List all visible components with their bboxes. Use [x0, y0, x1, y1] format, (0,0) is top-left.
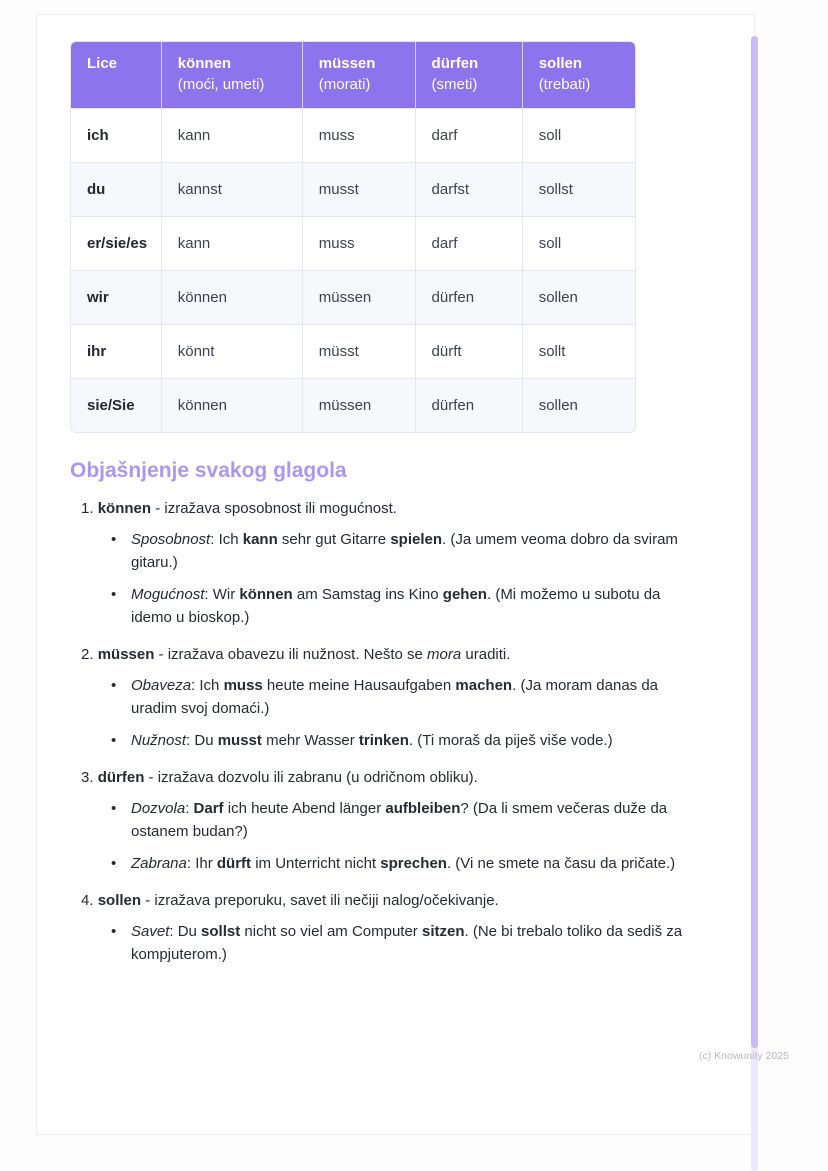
table-row: [71, 271, 635, 325]
text-segment: aufbleiben: [385, 800, 461, 817]
text-segment: Nužnost: [131, 732, 187, 749]
text-segment: sprechen: [380, 855, 447, 872]
pronoun-cell: ihr: [71, 325, 161, 379]
text-segment: Obaveza: [131, 677, 192, 694]
text-segment: muss: [223, 677, 263, 694]
bullet-text: [131, 797, 694, 843]
bullet-text: [131, 528, 694, 574]
pronoun-cell: ich: [71, 109, 161, 163]
header-label: können: [177, 55, 232, 72]
copyright-text: (c) Knowunity 2025: [699, 1050, 789, 1062]
text-segment: können: [239, 586, 293, 603]
list-item-intro: [70, 889, 694, 912]
bullet-item: [70, 920, 694, 966]
verb-form-cell: soll: [522, 217, 635, 271]
text-segment: sehr gut Gitarre: [277, 531, 391, 548]
bullet-item: [70, 852, 694, 875]
text-segment: dürfen: [97, 769, 145, 786]
bullet-text: [131, 852, 694, 875]
verb-form-cell: musst: [302, 163, 415, 217]
pronoun-cell: wir: [71, 271, 161, 325]
text-segment: sollst: [201, 923, 241, 940]
text-segment: :: [185, 800, 194, 817]
table-row: [71, 379, 635, 433]
text-segment: sollen: [97, 892, 142, 909]
scrollbar-track[interactable]: [751, 36, 758, 1171]
text-segment: : Ich: [191, 677, 224, 694]
bullet-text: [131, 674, 694, 720]
text-segment: : Du: [186, 732, 218, 749]
text-segment: musst: [217, 732, 262, 749]
section-heading: Objašnjenje svakog glagola: [70, 459, 347, 482]
list-item-intro: [70, 766, 694, 789]
text-segment: : Ich: [210, 531, 243, 548]
bullet-item: [70, 729, 694, 752]
text-segment: : Du: [169, 923, 202, 940]
explanations-list: [70, 497, 694, 966]
verb-form-cell: dürft: [415, 325, 522, 379]
text-segment: mora: [427, 646, 462, 663]
text-segment: 4.: [81, 892, 98, 909]
verb-form-cell: müsst: [302, 325, 415, 379]
text-segment: . (Vi ne smete na času da pričate.): [446, 855, 676, 872]
text-segment: 1.: [81, 500, 98, 517]
bullet-marker: •: [111, 677, 117, 694]
bullet-text: [131, 583, 694, 629]
list-item: [70, 643, 694, 752]
bullet-marker: •: [111, 800, 117, 817]
bullet-marker: •: [111, 732, 117, 749]
bullet-text: [131, 729, 694, 752]
text-segment: . (Ne bi trebalo toliko da sediš za kompjuterom.): [131, 923, 683, 963]
verb-form-cell: müssen: [302, 271, 415, 325]
text-segment: uraditi.: [461, 646, 511, 663]
text-segment: ich heute Abend länger: [223, 800, 386, 817]
header-label: sollen: [538, 55, 583, 72]
table-header-cell: [302, 42, 415, 109]
text-segment: ? (Da li smem večeras duže da ostanem budan?): [131, 800, 668, 840]
text-segment: im Unterricht nicht: [251, 855, 381, 872]
verb-form-cell: dürfen: [415, 271, 522, 325]
header-sublabel: (moći, umeti): [177, 76, 265, 93]
header-label: müssen: [318, 55, 376, 72]
bullet-text: [131, 920, 694, 966]
text-segment: . (Mi možemo u subotu da idemo u bioskop.): [131, 586, 661, 626]
text-segment: 3.: [81, 769, 98, 786]
verb-form-cell: kannst: [161, 163, 302, 217]
verb-form-cell: darf: [415, 109, 522, 163]
text-segment: dürft: [216, 855, 252, 872]
text-segment: : Wir: [204, 586, 240, 603]
table-body: [71, 109, 635, 433]
verb-form-cell: können: [161, 271, 302, 325]
table-row: [71, 325, 635, 379]
text-segment: sitzen: [421, 923, 465, 940]
text-segment: - izražava sposobnost ili mogućnost.: [151, 500, 397, 517]
bullet-item: [70, 528, 694, 574]
bullet-item: [70, 674, 694, 720]
list-item: [70, 889, 694, 966]
table-row: [71, 163, 635, 217]
text-segment: gehen: [442, 586, 487, 603]
verb-form-cell: könnt: [161, 325, 302, 379]
table-header-cell: [522, 42, 635, 109]
text-segment: Savet: [131, 923, 170, 940]
verb-form-cell: muss: [302, 109, 415, 163]
verb-form-cell: sollen: [522, 379, 635, 433]
verb-form-cell: kann: [161, 109, 302, 163]
table-header-cell: [71, 42, 161, 109]
conjugation-table-grid: [71, 42, 635, 432]
verb-form-cell: darfst: [415, 163, 522, 217]
text-segment: heute meine Hausaufgaben: [262, 677, 456, 694]
pronoun-cell: du: [71, 163, 161, 217]
header-sublabel: (smeti): [431, 76, 478, 93]
pronoun-cell: sie/Sie: [71, 379, 161, 433]
list-item-intro: [70, 497, 694, 520]
text-segment: : Ihr: [186, 855, 217, 872]
bullet-marker: •: [111, 531, 117, 548]
text-segment: 2.: [81, 646, 98, 663]
text-segment: müssen: [97, 646, 155, 663]
text-segment: trinken: [358, 732, 409, 749]
bullet-marker: •: [111, 923, 117, 940]
table-header-cell: [415, 42, 522, 109]
list-item: [70, 497, 694, 629]
table-head: [71, 42, 635, 109]
text-segment: können: [97, 500, 152, 517]
text-segment: . (Ja umem veoma dobro da sviram gitaru.): [131, 531, 678, 571]
header-sublabel: (morati): [318, 76, 371, 93]
verb-form-cell: kann: [161, 217, 302, 271]
text-segment: - izražava preporuku, savet ili nečiji nalog/očekivanje.: [141, 892, 499, 909]
text-segment: Mogućnost: [131, 586, 205, 603]
document-card: [36, 14, 755, 1135]
scrollbar-thumb[interactable]: [751, 36, 758, 1048]
header-label: dürfen: [431, 55, 479, 72]
pronoun-cell: er/sie/es: [71, 217, 161, 271]
verb-form-cell: dürfen: [415, 379, 522, 433]
text-segment: Zabrana: [131, 855, 187, 872]
text-segment: machen: [455, 677, 513, 694]
verb-form-cell: darf: [415, 217, 522, 271]
text-segment: kann: [242, 531, 278, 548]
text-segment: - izražava obavezu ili nužnost. Nešto se: [154, 646, 428, 663]
header-sublabel: (trebati): [538, 76, 591, 93]
verb-form-cell: soll: [522, 109, 635, 163]
verb-form-cell: muss: [302, 217, 415, 271]
conjugation-table: [70, 41, 636, 433]
bullet-marker: •: [111, 586, 117, 603]
header-label: Lice: [87, 55, 118, 72]
verb-form-cell: sollen: [522, 271, 635, 325]
text-segment: nicht so viel am Computer: [240, 923, 422, 940]
verb-form-cell: sollst: [522, 163, 635, 217]
verb-form-cell: können: [161, 379, 302, 433]
text-segment: Darf: [193, 800, 224, 817]
text-segment: am Samstag ins Kino: [292, 586, 443, 603]
text-segment: . (Ja moram danas da uradim svoj domaći.): [131, 677, 659, 717]
bullet-marker: •: [111, 855, 117, 872]
text-segment: . (Ti moraš da piješ više vode.): [408, 732, 613, 749]
table-header-row: [71, 42, 635, 109]
bullet-item: [70, 583, 694, 629]
text-segment: Dozvola: [131, 800, 186, 817]
text-segment: spielen: [390, 531, 442, 548]
table-header-cell: [161, 42, 302, 109]
list-item: [70, 766, 694, 875]
table-row: [71, 109, 635, 163]
text-segment: Sposobnost: [131, 531, 211, 548]
text-segment: - izražava dozvolu ili zabranu (u odričnom obliku).: [144, 769, 478, 786]
table-row: [71, 217, 635, 271]
text-segment: mehr Wasser: [261, 732, 359, 749]
verb-form-cell: müssen: [302, 379, 415, 433]
verb-form-cell: sollt: [522, 325, 635, 379]
list-item-intro: [70, 643, 694, 666]
bullet-item: [70, 797, 694, 843]
